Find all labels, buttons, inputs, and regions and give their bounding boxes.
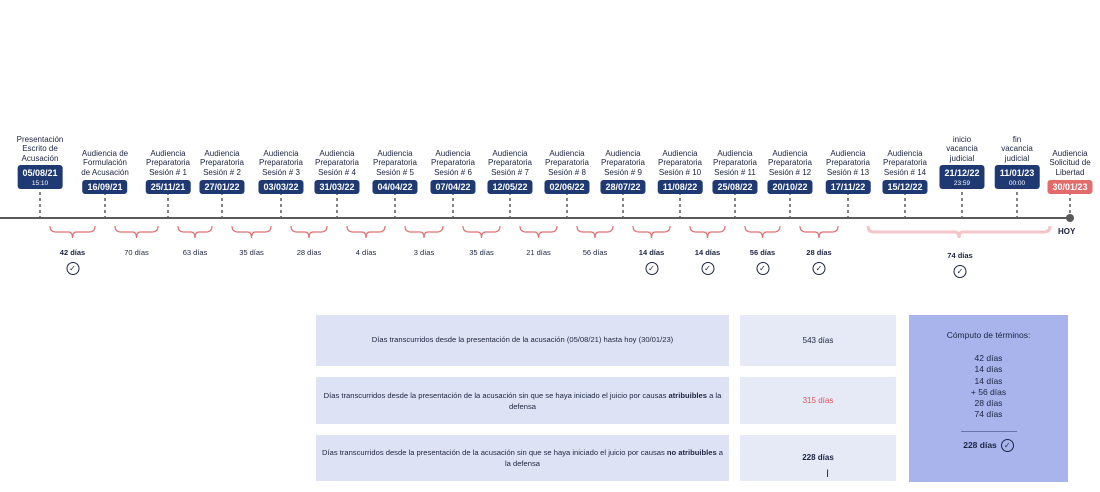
interval-brace [232,226,271,238]
event-label: Audiencia Preparatoria Sesión # 10 [657,148,703,177]
timeline-event [826,149,871,196]
timeline-event [258,149,303,196]
computo-panel [909,315,1068,482]
timeline-event [81,149,129,196]
event-label: Audiencia Preparatoria Sesión # 8 [544,148,590,177]
event-date-badge [712,180,757,194]
timeline-event [17,135,64,191]
timeline-event [199,149,244,196]
event-label: Audiencia Preparatoria Sesión # 9 [600,148,646,177]
event-date: 20/10/22 [772,182,808,192]
check-circle-icon: ✓ [645,262,658,275]
timeline-event [1047,149,1092,196]
event-time: 00:00 [1008,180,1026,187]
event-label: Audiencia Preparatoria Sesión # 14 [882,148,928,177]
timeline-event [487,149,532,196]
event-label: Presentación Escrito de Acusación [16,134,64,163]
check-circle-icon: ✓ [756,262,769,275]
computo-total [909,439,1068,452]
event-date: 11/01/23 [999,168,1035,178]
computo-list [909,353,1068,421]
event-label: Audiencia Preparatoria Sesión # 2 [199,148,245,177]
timeline-event [146,149,191,196]
event-label: Audiencia Preparatoria Sesión # 6 [430,148,476,177]
event-date: 16/09/21 [87,182,123,192]
event-date-badge [1047,180,1092,194]
computo-item: 74 días [974,409,1003,420]
computo-item: 28 días [974,398,1003,409]
event-date: 15/12/22 [887,182,923,192]
event-date: 04/04/22 [377,182,413,192]
event-date-badge [258,180,303,194]
event-date-badge [487,180,532,194]
interval-label: 28 días [296,248,322,257]
timeline-event [658,149,703,196]
timeline-event [767,149,812,196]
event-date-badge [544,180,589,194]
event-label: Audiencia Preparatoria Sesión # 4 [314,148,360,177]
event-label: Audiencia Preparatoria Sesión # 1 [145,148,191,177]
summary-row-total-text: Días transcurridos desde la presentación de la acusación (05/08/21) hasta hoy (30/01/23) [371,335,674,344]
interval-label: 42 días [59,248,86,257]
interval-brace [178,226,212,238]
event-date: 31/03/22 [319,182,355,192]
event-date-badge [314,180,359,194]
interval-label: 56 días [582,248,608,257]
event-date: 27/01/22 [204,182,240,192]
event-label: Audiencia Preparatoria Sesión # 3 [258,148,304,177]
computo-item: 14 días [974,375,1003,386]
event-date-badge [882,180,927,194]
timeline-event [314,149,359,196]
interval-brace [347,226,385,238]
event-label: Audiencia Preparatoria Sesión # 5 [372,148,418,177]
timeline-event [995,135,1040,191]
event-date: 21/12/22 [944,168,980,178]
computo-item: 14 días [974,364,1003,375]
event-date: 25/08/22 [717,182,753,192]
interval-brace [520,226,557,238]
event-date: 17/11/22 [830,182,866,192]
summary-row-atribuibles-text: Días transcurridos desde la presentación de la acusación sin que se haya iniciado el juicio por causas atribuibles a la defensa [323,391,722,411]
interval-label: 35 días [469,248,494,257]
interval-brace [405,226,443,238]
event-date: 12/05/22 [492,182,528,192]
event-date: 30/01/23 [1052,182,1088,192]
event-label: Audiencia Preparatoria Sesión # 11 [712,148,758,177]
event-time: 23:59 [953,180,971,187]
interval-brace [800,226,838,238]
timeline-event [430,149,475,196]
event-label: Audiencia Preparatoria Sesión # 7 [487,148,533,177]
computo-item: 42 días [974,353,1003,363]
event-date-badge [658,180,703,194]
check-circle-icon: ✓ [954,265,967,278]
interval-brace [690,226,725,238]
event-date: 11/08/22 [662,182,698,192]
event-date: 05/08/21 [22,168,58,178]
hoy-label: HOY [1058,227,1076,236]
check-circle-icon: ✓ [1001,439,1014,452]
interval-label: 14 días [638,248,665,257]
interval-brace [115,226,158,238]
event-date-badge [600,180,645,194]
interval-label: 70 días [124,248,149,257]
event-label: inicio vacancia judicial [946,134,978,163]
event-date-badge [82,180,127,194]
computo-item: + 56 días [970,386,1007,397]
event-date-badge [199,180,244,194]
interval-label: 3 días [413,248,435,257]
event-date-badge [372,180,417,194]
event-label: fin vacancia judicial [1001,134,1033,163]
event-date: 25/11/21 [150,182,186,192]
interval-label: 14 días [694,248,721,257]
event-label: Audiencia Preparatoria Sesión # 12 [767,148,813,177]
summary-row-no-atribuibles-text: Días transcurridos desde la presentación de la acusación sin que se haya iniciado el juicio por causas no atribuibles a la defensa [322,448,724,468]
interval-brace [868,226,1050,238]
event-label: Audiencia Preparatoria Sesión # 13 [825,148,871,177]
timeline-event [544,149,589,196]
interval-label: 63 días [182,248,208,257]
event-date-badge [146,180,191,194]
event-date: 28/07/22 [605,182,641,192]
interval-brace [291,226,327,238]
interval-label: 21 días [526,248,551,257]
interval-brace [745,226,780,238]
interval-brace [577,226,613,238]
event-date-badge [939,165,984,189]
summary-row-atribuibles-value: 315 días [740,377,896,424]
event-date-badge [826,180,871,194]
event-date: 03/03/22 [263,182,299,192]
check-circle-icon: ✓ [813,262,826,275]
timeline-event [882,149,927,196]
event-date: 02/06/22 [549,182,585,192]
event-date: 07/04/22 [435,182,471,192]
event-label: Audiencia Solicitud de Libertad [1049,148,1091,177]
interval-label: 74 días [947,251,973,260]
timeline-event [939,135,984,191]
summary-row-no-atribuibles-value: 228 días [740,435,896,481]
event-date-badge [17,165,62,189]
interval-brace [50,226,95,238]
timeline-event [372,149,417,196]
interval-label: 4 días [355,248,377,257]
check-circle-icon: ✓ [66,262,79,275]
timeline-event [712,149,757,196]
interval-label: 35 días [239,248,264,257]
interval-brace [463,226,500,238]
interval-label: 28 días [806,248,832,257]
computo-divider [961,431,1017,432]
computo-total-value: 228 días [963,440,997,451]
event-date-badge [430,180,475,194]
event-time: 15:10 [31,180,49,187]
interval-label: 56 días [749,248,776,257]
interval-brace [633,226,670,238]
event-date-badge [995,165,1040,189]
event-label: Audiencia de Formulación de Acusación [81,148,129,177]
check-circle-icon: ✓ [701,262,714,275]
timeline-event [600,149,645,196]
text-cursor-icon: I [826,468,830,480]
computo-title: Cómputo de términos: [946,330,1031,340]
summary-row-total-value: 543 días [740,315,896,366]
event-date-badge [767,180,812,194]
